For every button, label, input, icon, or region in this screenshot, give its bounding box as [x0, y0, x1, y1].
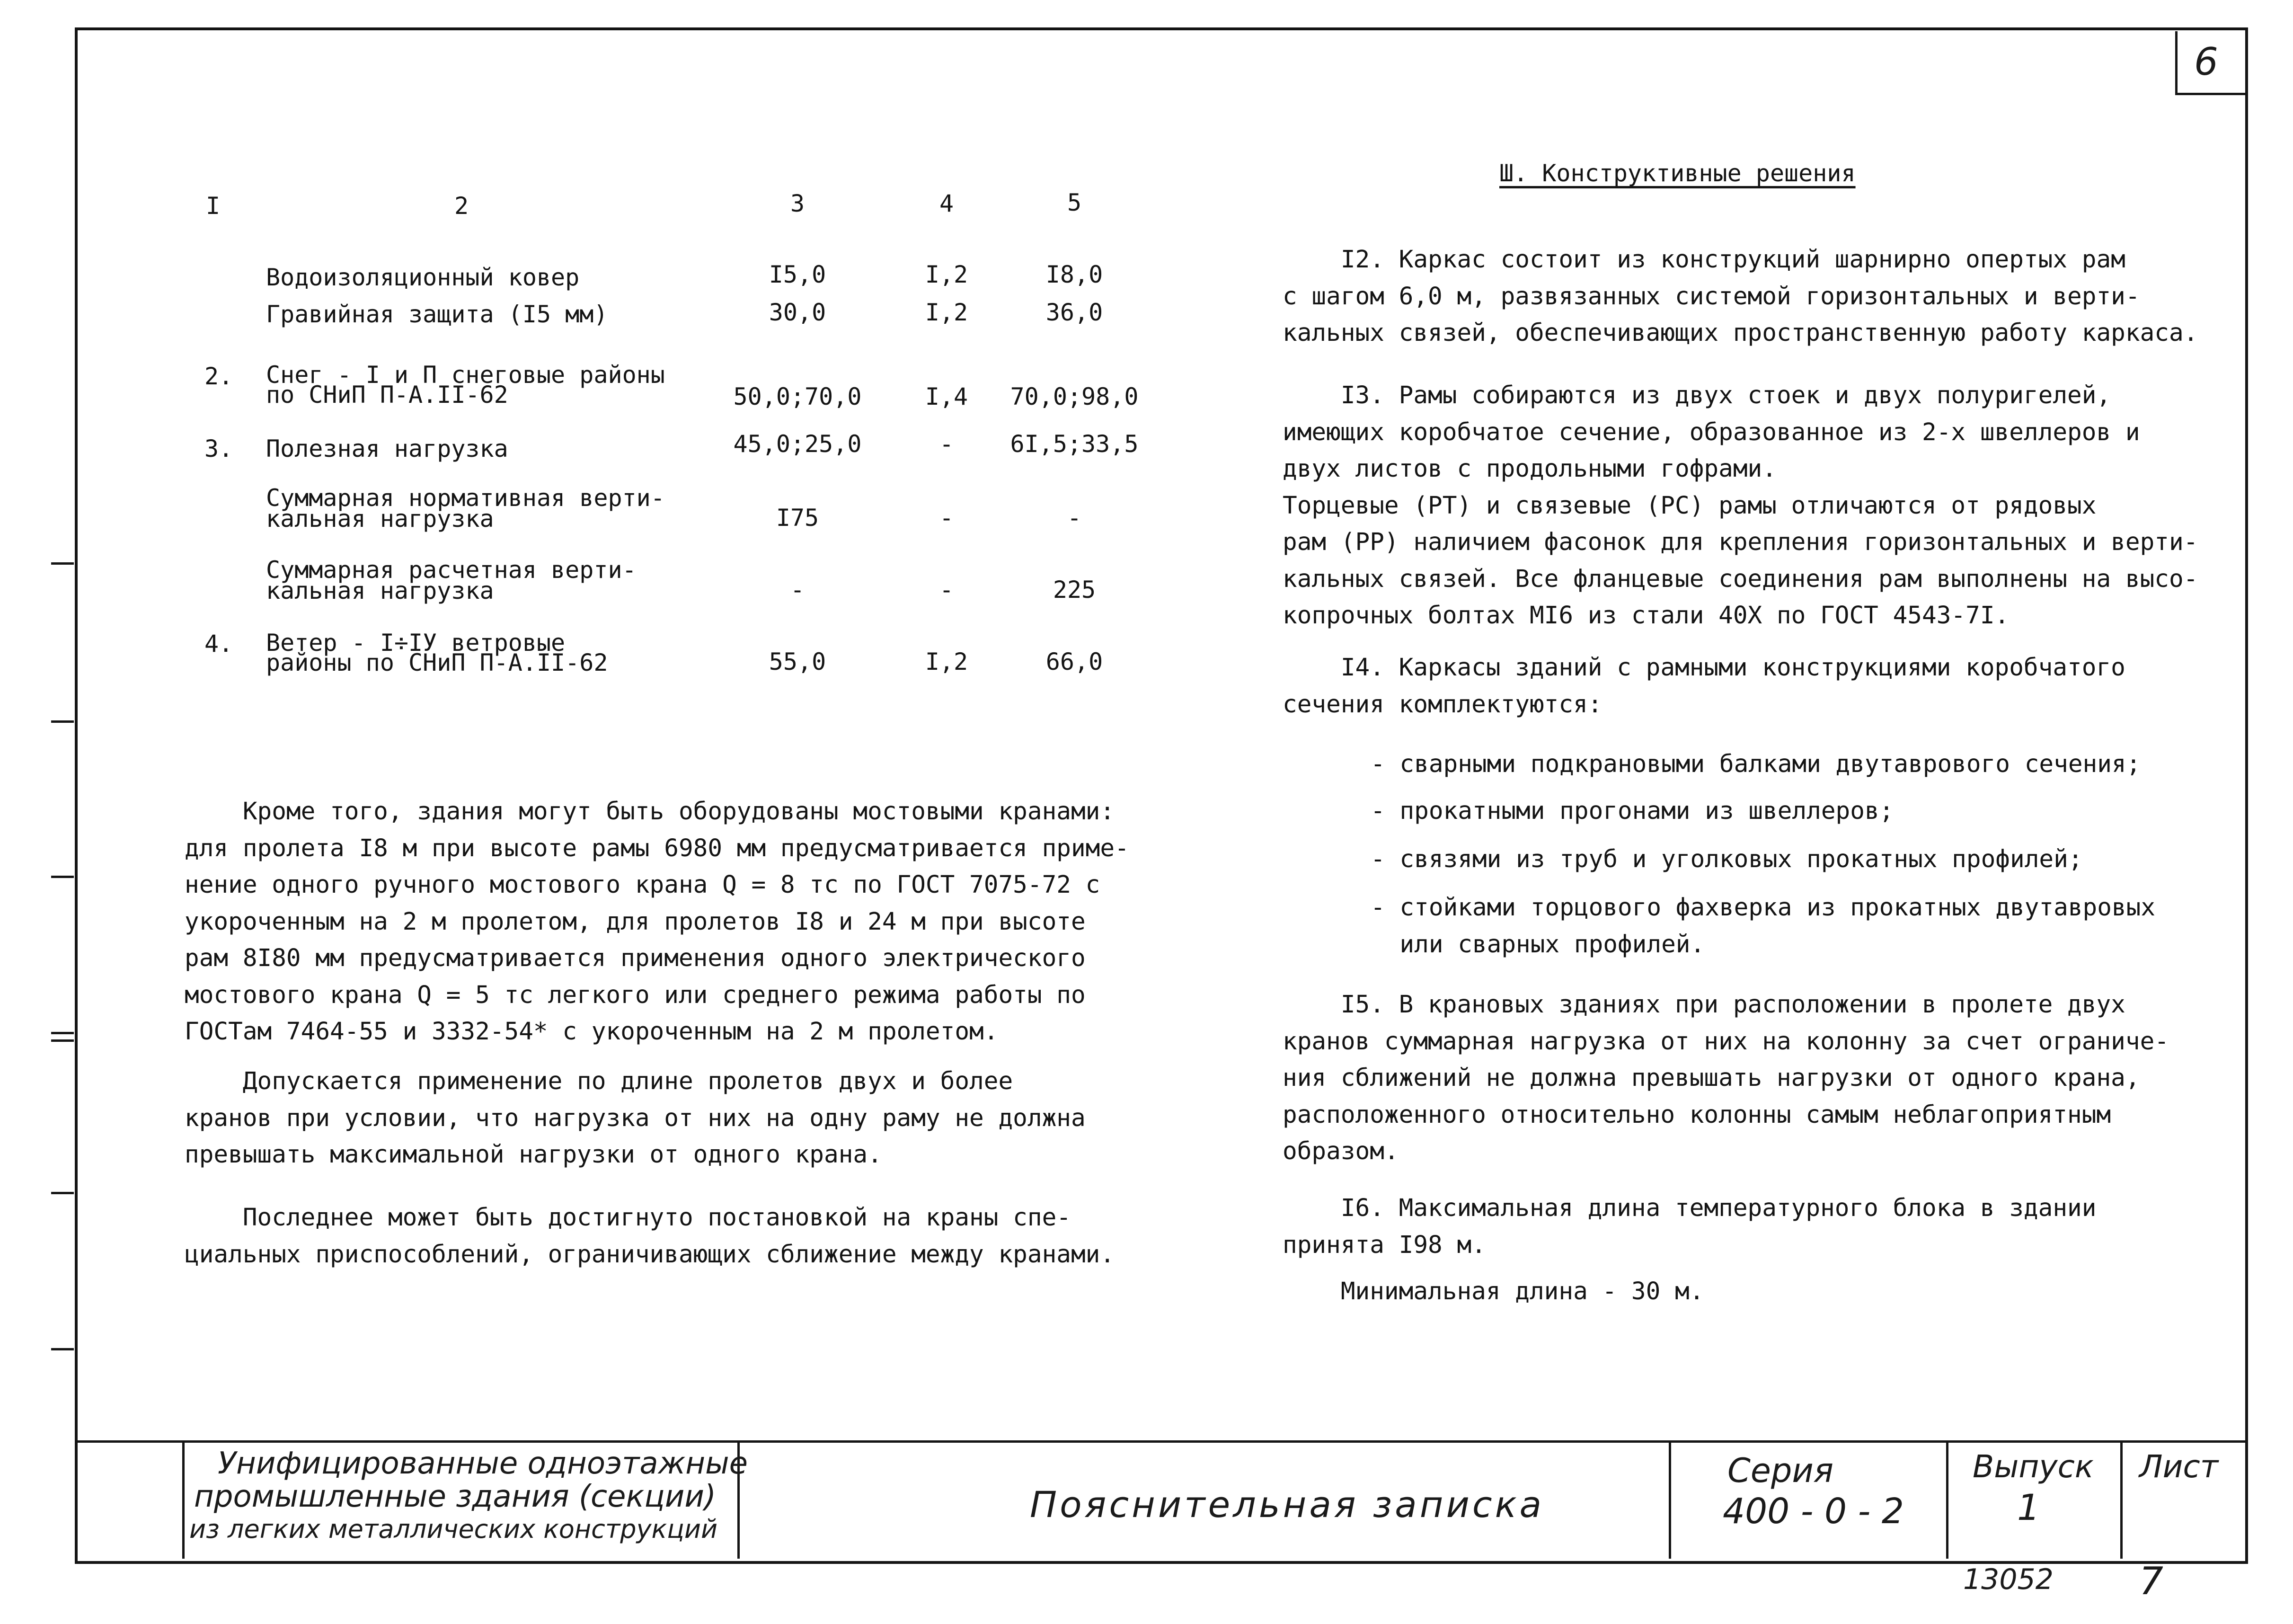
project-title-line3: из легких металлических конструкций — [189, 1514, 718, 1544]
table-row-label: по СНиП П-А.II-62 — [266, 381, 508, 408]
series-label: Серия — [1727, 1451, 1833, 1490]
margin-tick — [51, 720, 74, 723]
table-cell-col5: 36,0 — [1045, 299, 1103, 326]
series-value: 400 - 0 - 2 — [1723, 1491, 1904, 1532]
table-header-3: 3 — [790, 190, 805, 217]
table-cell-col5: 225 — [1053, 576, 1096, 603]
table-row-label: Ветер - I÷IУ ветровые — [266, 629, 566, 657]
table-cell-col3: 55,0 — [769, 648, 826, 675]
table-row-number: 2. — [204, 363, 233, 390]
title-block-divider — [1669, 1440, 1671, 1559]
table-cell-col4: I,4 — [925, 383, 968, 410]
table-cell-col3: 45,0;25,0 — [733, 430, 862, 458]
title-block-divider — [1946, 1440, 1948, 1559]
table-row-label: Снег - I и П снеговые районы — [266, 361, 665, 389]
table-row-label: кальная нагрузка — [266, 577, 494, 604]
table-cell-col4: I,2 — [925, 299, 968, 326]
table-cell-col3: I5,0 — [769, 261, 826, 288]
table-cell-col5: I8,0 — [1045, 261, 1103, 288]
table-cell-col4: - — [939, 576, 954, 603]
table-header-4: 4 — [939, 190, 954, 217]
list-item: - стойками торцового фахверка из прокатных двутавровых или сварных профилей. — [1371, 894, 2156, 958]
margin-tick — [51, 562, 74, 565]
title-block-divider — [2120, 1440, 2123, 1559]
table-row-label: Гравийная защита (I5 мм) — [266, 301, 608, 328]
table-cell-col5: 6I,5;33,5 — [1010, 430, 1139, 458]
table-header-5: 5 — [1067, 189, 1082, 216]
paragraph-min-length: Минимальная длина - 30 м. — [1283, 1278, 1704, 1305]
table-cell-col5: 66,0 — [1045, 648, 1103, 675]
table-cell-col3: I75 — [776, 504, 819, 532]
table-cell-col4: I,2 — [925, 261, 968, 288]
title-block-divider — [182, 1440, 185, 1559]
table-cell-col4: - — [939, 504, 954, 532]
table-row-label: Суммарная нормативная верти- — [266, 484, 665, 512]
table-row-label: Полезная нагрузка — [266, 435, 508, 462]
table-cell-col4: I,2 — [925, 648, 968, 675]
table-row-label: кальная нагрузка — [266, 505, 494, 532]
paragraph-13: I3. Рамы собираются из двух стоек и двух полуригелей, имеющих коробчатое сечение, образованное из 2-х швеллеров и двух листов с продольными гофрами. Торцевые (РТ) и связевые (РС) рамы отличаются от рядовых рам (РР) наличием фасонок для крепления горизонтальных и верти- кальных связей. Все фланцевые соединения рам выполнены на высо- копрочных болтах МI6 из стали 40Х по ГОСТ 4543-7I. — [1283, 382, 2198, 630]
list-item: - прокатными прогонами из швеллеров; — [1371, 797, 1894, 825]
issue-label: Выпуск — [1973, 1448, 2094, 1485]
margin-tick — [51, 1032, 74, 1034]
margin-tick — [51, 1348, 74, 1350]
paragraph-15: I5. В крановых зданиях при расположении в пролете двух кранов суммарная нагрузка от них на колонну за счет ограниче- ния сближений не должна превышать нагрузки от одного крана, расположенного относительно колонны самым неблагоприятным образом. — [1283, 991, 2169, 1165]
section-title: Ш. Конструктивные решения — [1499, 160, 1856, 187]
paragraph-crane-load: Допускается применение по длине пролетов двух и более кранов при условии, что нагрузка от них на одну раму не должна превышать максимальной нагрузки от одного крана. — [185, 1067, 1086, 1169]
title-block-top-line — [75, 1440, 2248, 1443]
paragraph-cranes: Кроме того, здания могут быть оборудованы мостовыми кранами: для пролета I8 м при высоте рамы 6980 мм предусматривается приме- нение одного ручного мостового крана Q = 8 тс по ГОСТ 7075-72 с укороченным на 2 м пролетом, для пролетов I8 и 24 м при высоте рам 8I80 мм предусматривается применения одного электрического мостового крана Q = 5 тс легкого или среднего режима работы по ГОСТам 7464-55 и 3332-54* с укороченным на 2 м пролетом. — [185, 798, 1129, 1046]
table-cell-col5: 70,0;98,0 — [1010, 383, 1139, 410]
table-row-label: Суммарная расчетная верти- — [266, 556, 637, 584]
table-cell-col3: 50,0;70,0 — [733, 383, 862, 410]
table-row-label: районы по СНиП П-А.II-62 — [266, 649, 608, 676]
sheet-label: Лист — [2139, 1448, 2219, 1485]
table-row-number: 4. — [204, 630, 233, 657]
list-item: - сварными подкрановыми балками двутаврового сечения; — [1371, 750, 2141, 778]
project-title-line1: Унифицированные одноэтажные — [218, 1446, 748, 1481]
paragraph-16: I6. Максимальная длина температурного блока в здании принята I98 м. — [1283, 1194, 2097, 1259]
paragraph-crane-devices: Последнее может быть достигнуто постановкой на краны спе- циальных приспособлений, ограничивающих сближение между кранами. — [185, 1204, 1115, 1269]
margin-tick — [51, 1039, 74, 1042]
table-cell-col4: - — [939, 430, 954, 458]
table-header-1: I — [205, 192, 221, 220]
page-number-box-line — [2175, 93, 2248, 95]
table-row-label: Водоизоляционный ковер — [266, 264, 580, 291]
issue-value: 1 — [2017, 1486, 2040, 1528]
margin-tick — [51, 1192, 74, 1194]
paragraph-14: I4. Каркасы зданий с рамными конструкциями коробчатого сечения комплектуются: — [1283, 654, 2125, 719]
list-item: - связями из труб и уголковых прокатных профилей; — [1371, 845, 2083, 873]
project-title-line2: промышленные здания (секции) — [194, 1479, 716, 1514]
table-cell-col3: - — [790, 576, 805, 603]
archive-code: 13052 — [1963, 1563, 2054, 1596]
document-title: Пояснительная записка — [1030, 1483, 1545, 1526]
sheet-number: 7 — [2139, 1559, 2163, 1603]
page-number: 6 — [2194, 40, 2218, 84]
table-header-2: 2 — [454, 192, 469, 220]
table-row-number: 3. — [204, 435, 233, 462]
table-cell-col5: - — [1067, 504, 1082, 532]
margin-tick — [51, 876, 74, 878]
table-cell-col3: 30,0 — [769, 299, 826, 326]
paragraph-12: I2. Каркас состоит из конструкций шарнирно опертых рам с шагом 6,0 м, развязанных системой горизонтальных и верти- кальных связей, обеспечивающих пространственную работу каркаса. — [1283, 246, 2198, 347]
page-number-box-line — [2175, 31, 2178, 94]
